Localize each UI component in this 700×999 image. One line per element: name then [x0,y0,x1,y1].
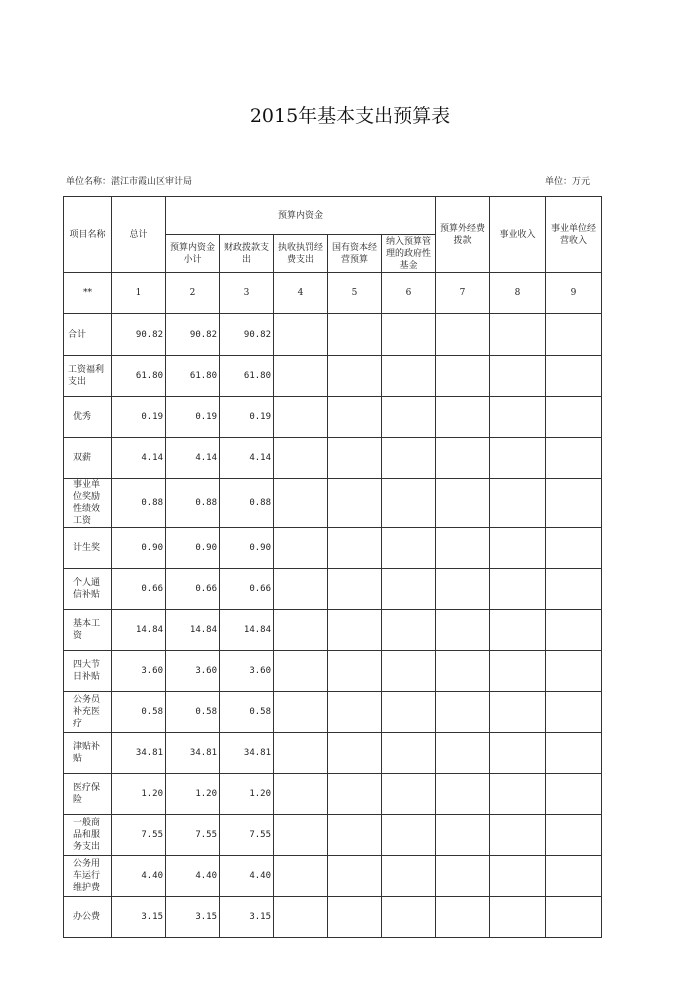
index-cell: 6 [382,273,436,314]
empty-cell [436,438,490,479]
empty-cell [274,314,328,356]
empty-cell [546,856,602,897]
total-cell: 90.82 [112,314,166,356]
empty-cell [328,897,382,938]
empty-cell [546,397,602,438]
table-row [64,692,602,733]
index-cell: 8 [490,273,546,314]
empty-cell [436,610,490,651]
budget-subtotal-cell: 0.90 [166,528,220,569]
budget-subtotal-cell: 0.66 [166,569,220,610]
empty-cell [274,610,328,651]
empty-cell [546,528,602,569]
budget-subtotal-cell: 0.88 [166,479,220,528]
row-name-cell: 一般商品和服务支出 [64,815,112,856]
header-extra-budget: 预算外经费拨款 [436,197,490,273]
empty-cell [436,356,490,397]
row-name-cell: 计生奖 [64,528,112,569]
fiscal-allocation-cell: 0.58 [220,692,274,733]
empty-cell [436,528,490,569]
table-row [64,610,602,651]
empty-cell [546,356,602,397]
total-cell: 34.81 [112,733,166,774]
empty-cell [546,438,602,479]
empty-cell [490,651,546,692]
empty-cell [382,815,436,856]
row-name-cell: 双薪 [64,438,112,479]
empty-cell [546,733,602,774]
fiscal-allocation-cell: 14.84 [220,610,274,651]
empty-cell [274,856,328,897]
index-row [64,273,602,314]
table-row [64,897,602,938]
empty-cell [382,438,436,479]
fiscal-allocation-cell: 0.88 [220,479,274,528]
empty-cell [546,569,602,610]
table-row [64,651,602,692]
total-cell: 3.60 [112,651,166,692]
table-row [64,479,602,528]
empty-cell [382,610,436,651]
empty-cell [436,733,490,774]
empty-cell [328,438,382,479]
empty-cell [546,651,602,692]
empty-cell [274,356,328,397]
empty-cell [490,856,546,897]
fiscal-allocation-cell: 61.80 [220,356,274,397]
empty-cell [546,610,602,651]
row-name-cell: 个人通信补贴 [64,569,112,610]
empty-cell [490,733,546,774]
empty-cell [328,528,382,569]
header-state-capital: 国有资本经营预算 [328,235,382,273]
empty-cell [274,651,328,692]
empty-cell [436,569,490,610]
empty-cell [490,569,546,610]
budget-subtotal-cell: 3.60 [166,651,220,692]
total-cell: 3.15 [112,897,166,938]
empty-cell [436,314,490,356]
empty-cell [382,774,436,815]
table-row [64,856,602,897]
total-cell: 4.40 [112,856,166,897]
empty-cell [382,314,436,356]
fiscal-allocation-cell: 7.55 [220,815,274,856]
empty-cell [490,438,546,479]
budget-subtotal-cell: 4.14 [166,438,220,479]
empty-cell [490,479,546,528]
empty-cell [436,897,490,938]
empty-cell [490,314,546,356]
empty-cell [328,610,382,651]
header-item-name: 项目名称 [64,197,112,273]
header-budget-funds: 预算内资金 [166,197,436,235]
budget-subtotal-cell: 90.82 [166,314,220,356]
fiscal-allocation-cell: 3.60 [220,651,274,692]
unit-name-label: 单位名称：湛江市霞山区审计局 [66,177,193,187]
row-name-cell: 公务员补充医疗 [64,692,112,733]
total-cell: 0.19 [112,397,166,438]
table-row [64,528,602,569]
empty-cell [328,815,382,856]
row-name-cell: 公务用车运行维护费 [64,856,112,897]
header-gov-fund: 纳入预算管理的政府性基金 [382,235,436,273]
empty-cell [274,897,328,938]
index-cell: 5 [328,273,382,314]
table-row [64,733,602,774]
row-name-cell: 工资福利支出 [64,356,112,397]
unit-label: 单位：万元 [544,177,590,187]
index-cell: 1 [112,273,166,314]
total-cell: 4.14 [112,438,166,479]
table-row [64,774,602,815]
empty-cell [382,692,436,733]
empty-cell [546,897,602,938]
budget-subtotal-cell: 0.19 [166,397,220,438]
empty-cell [490,356,546,397]
fiscal-allocation-cell: 1.20 [220,774,274,815]
fiscal-allocation-cell: 4.40 [220,856,274,897]
index-cell: 7 [436,273,490,314]
empty-cell [436,815,490,856]
empty-cell [490,774,546,815]
empty-cell [436,651,490,692]
budget-subtotal-cell: 14.84 [166,610,220,651]
empty-cell [328,651,382,692]
total-cell: 7.55 [112,815,166,856]
header-operating-income: 事业单位经营收入 [546,197,602,273]
empty-cell [436,774,490,815]
empty-cell [546,692,602,733]
index-cell: 4 [274,273,328,314]
data-rows [64,314,602,938]
empty-cell [436,856,490,897]
total-cell: 1.20 [112,774,166,815]
table-row [64,356,602,397]
page-title: 2015年基本支出预算表 [249,105,451,127]
empty-cell [490,815,546,856]
index-cell: 2 [166,273,220,314]
empty-cell [328,774,382,815]
budget-subtotal-cell: 34.81 [166,733,220,774]
table-row [64,569,602,610]
total-cell: 14.84 [112,610,166,651]
total-cell: 0.66 [112,569,166,610]
header-total: 总计 [112,197,166,273]
fiscal-allocation-cell: 0.19 [220,397,274,438]
budget-subtotal-cell: 0.58 [166,692,220,733]
total-cell: 0.88 [112,479,166,528]
empty-cell [382,651,436,692]
empty-cell [546,774,602,815]
empty-cell [382,479,436,528]
empty-cell [274,528,328,569]
empty-cell [546,479,602,528]
empty-cell [382,856,436,897]
empty-cell [274,733,328,774]
row-name-cell: 医疗保险 [64,774,112,815]
empty-cell [382,733,436,774]
fiscal-allocation-cell: 3.15 [220,897,274,938]
row-name-cell: 事业单位奖励性绩效工资 [64,479,112,528]
row-name-cell: 优秀 [64,397,112,438]
header-business-income: 事业收入 [490,197,546,273]
budget-subtotal-cell: 61.80 [166,356,220,397]
empty-cell [490,610,546,651]
header-budget-subtotal: 预算内资金小计 [166,235,220,273]
fiscal-allocation-cell: 34.81 [220,733,274,774]
total-cell: 61.80 [112,356,166,397]
index-cell: 3 [220,273,274,314]
empty-cell [274,438,328,479]
budget-subtotal-cell: 1.20 [166,774,220,815]
empty-cell [274,569,328,610]
table-row [64,438,602,479]
empty-cell [328,479,382,528]
empty-cell [382,356,436,397]
empty-cell [382,569,436,610]
fiscal-allocation-cell: 0.66 [220,569,274,610]
empty-cell [546,314,602,356]
empty-cell [382,528,436,569]
row-name-cell: 基本工资 [64,610,112,651]
empty-cell [490,528,546,569]
empty-cell [328,356,382,397]
empty-cell [328,692,382,733]
fiscal-allocation-cell: 4.14 [220,438,274,479]
empty-cell [274,397,328,438]
row-name-cell: 四大节日补贴 [64,651,112,692]
empty-cell [328,856,382,897]
row-name-cell: 合计 [64,314,112,356]
header-fiscal-allocation: 财政拨款支出 [220,235,274,273]
empty-cell [328,314,382,356]
empty-cell [436,479,490,528]
row-name-cell: 办公费 [64,897,112,938]
budget-subtotal-cell: 4.40 [166,856,220,897]
fiscal-allocation-cell: 90.82 [220,314,274,356]
empty-cell [490,692,546,733]
empty-cell [328,569,382,610]
empty-cell [490,397,546,438]
empty-cell [382,397,436,438]
budget-subtotal-cell: 3.15 [166,897,220,938]
table-row [64,815,602,856]
empty-cell [382,897,436,938]
empty-cell [274,479,328,528]
total-cell: 0.90 [112,528,166,569]
table-row [64,397,602,438]
row-name-cell: 津贴补贴 [64,733,112,774]
empty-cell [274,692,328,733]
empty-cell [328,397,382,438]
table-row [64,314,602,356]
empty-cell [436,397,490,438]
budget-table [63,196,602,938]
empty-cell [490,897,546,938]
index-cell: 9 [546,273,602,314]
empty-cell [274,774,328,815]
total-cell: 0.58 [112,692,166,733]
empty-cell [436,692,490,733]
index-cell: ** [64,273,112,314]
header-law-enforcement: 执收执罚经费支出 [274,235,328,273]
fiscal-allocation-cell: 0.90 [220,528,274,569]
budget-subtotal-cell: 7.55 [166,815,220,856]
empty-cell [328,733,382,774]
empty-cell [274,815,328,856]
empty-cell [546,815,602,856]
